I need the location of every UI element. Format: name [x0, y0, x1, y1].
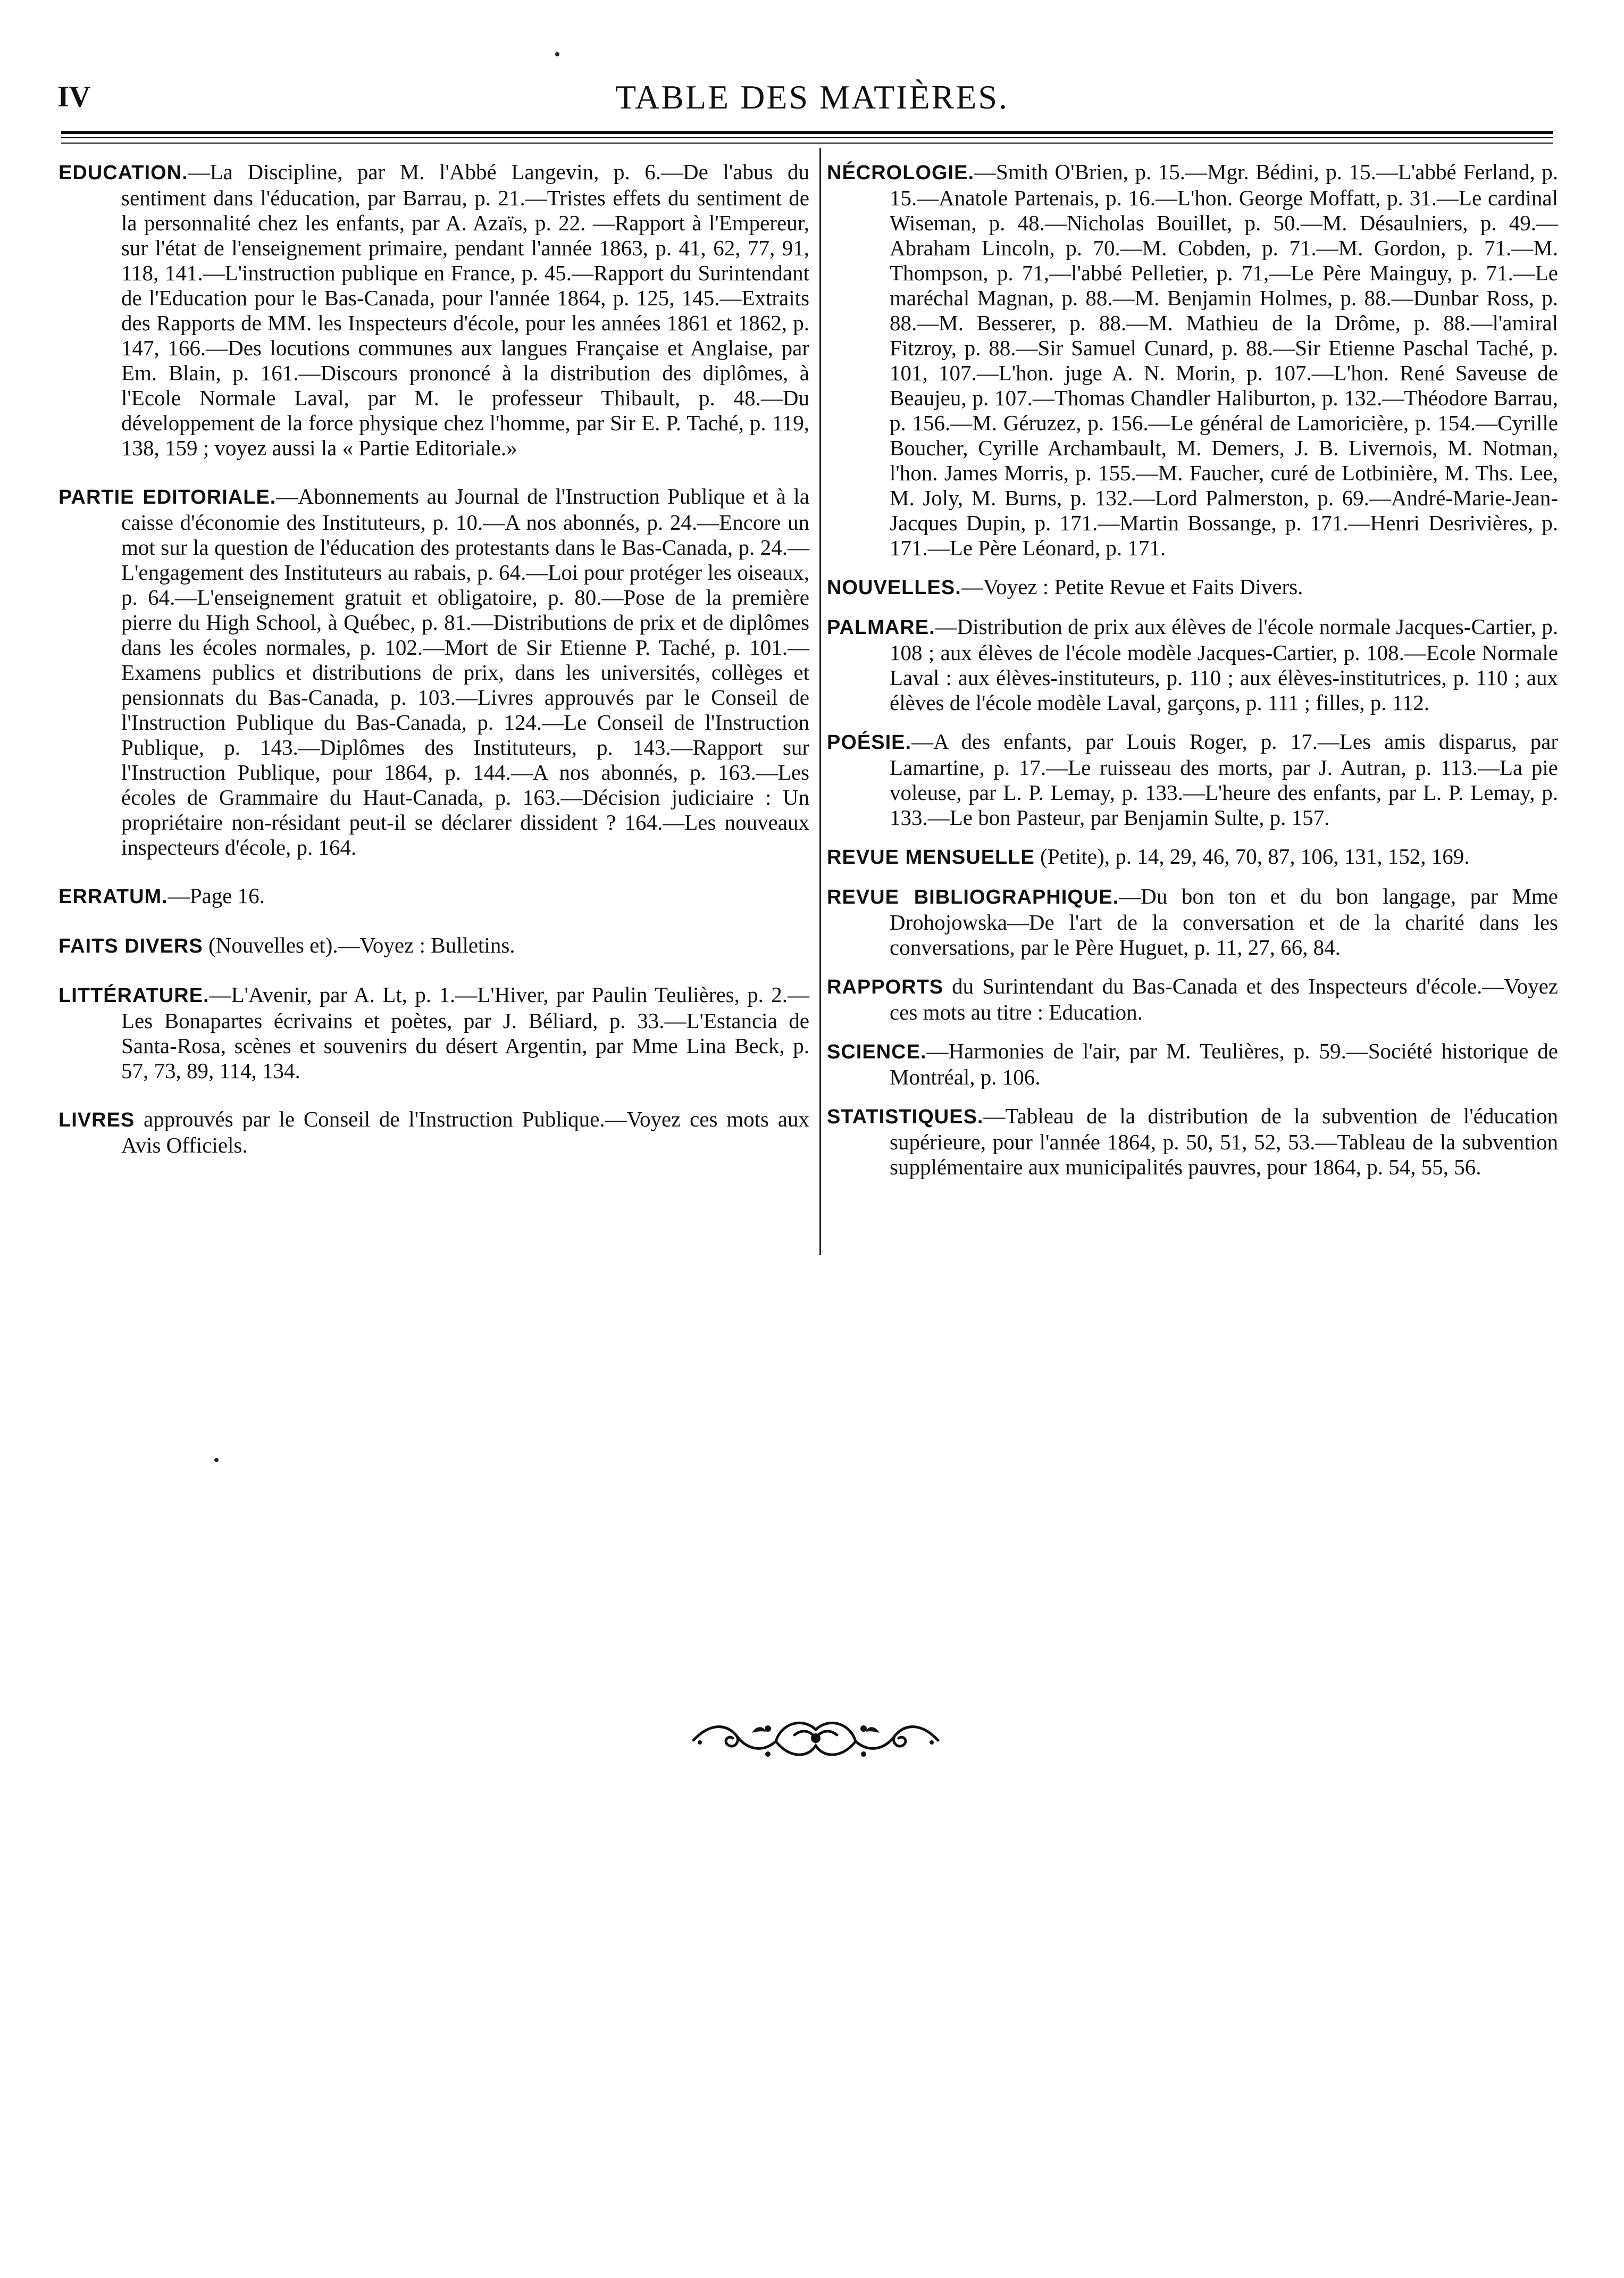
entry-heading: REVUE MENSUELLE	[827, 846, 1035, 869]
entry-heading: EDUCATION.	[58, 162, 188, 184]
entry-heading: FAITS DIVERS	[58, 935, 203, 957]
header-rule-thin-lower	[61, 143, 1553, 144]
entry-text: (Nouvelles et).—Voyez : Bulletins.	[203, 933, 515, 957]
page-number: IV	[57, 80, 91, 113]
entry-heading: REVUE BIBLIOGRAPHIQUE.	[827, 886, 1119, 908]
entry-text: —Harmonies de l'air, par M. Teulières, p. 59.—Société historique de Montréal, p. 106.	[890, 1039, 1558, 1089]
header-rule-thin	[61, 137, 1553, 138]
entry-heading: PALMARE.	[827, 616, 935, 639]
entry-text: (Petite), p. 14, 29, 46, 70, 87, 106, 131, 152, 169.	[1034, 844, 1470, 869]
entry-text: —Voyez : Petite Revue et Faits Divers.	[961, 574, 1303, 599]
entry-text: —La Discipline, par M. l'Abbé Langevin, p. 6.—De l'abus du sentiment dans l'éducation, par Barrau, p. 21.—Tristes effets du sentiment de la personnalité chez les enfants, par A. Azaïs, p. 22. —Rapport à l'Empereur, sur l'état de l'enseignement primaire, pendant l'année 1863, p. 41, 62, 77, 91, 118, 141.—L'instruction publique en France, p. 45.—Rapport du Surintendant de l'Education pour le Bas-Canada, pour l'année 1864, p. 125, 145.—Extraits des Rapports de MM. les Inspecteurs d'école, pour les années 1861 et 1862, p. 147, 166.—Des locutions communes aux langues Française et Anglaise, par Em. Blain, p. 161.—Discours prononcé à la distribution des diplômes, à l'Ecole Normale Laval, par M. le professeur Thibault, p. 48.—Du développement de la force physique chez l'homme, par Sir E. P. Taché, p. 119, 138, 159 ; voyez aussi la « Partie Editoriale.»	[121, 160, 809, 460]
page-title: TABLE DES MATIÈRES.	[615, 78, 1009, 116]
index-entry-statistiques	[827, 1104, 1558, 1180]
right-column	[827, 160, 1558, 1194]
entry-text: —Smith O'Brien, p. 15.—Mgr. Bédini, p. 15.—L'abbé Ferland, p. 15.—Anatole Partenais, p. 16.—L'hon. George Moffatt, p. 31.—Le cardinal Wiseman, p. 48.—Nicholas Bouillet, p. 50.—M. Désaulniers, p. 49.—Abraham Lincoln, p. 70.—M. Cobden, p. 71.—M. Gordon, p. 71.—M. Thompson, p. 71,—l'abbé Pelletier, p. 71,—Le Père Mainguy, p. 71.—Le maréchal Magnan, p. 88.—M. Benjamin Holmes, p. 88.—Dunbar Ross, p. 88.—M. Besserer, p. 88.—M. Mathieu de la Drôme, p. 88.—l'amiral Fitzroy, p. 88.—Sir Samuel Cunard, p. 88.—Sir Etienne Paschal Taché, p. 101, 107.—L'hon. juge A. N. Morin, p. 107.—L'hon. René Saveuse de Beaujeu, p. 107.—Thomas Chandler Haliburton, p. 132.—Théodore Barrau, p. 156.—M. Géruzez, p. 156.—Le général de Lamoricière, p. 154.—Cyrille Boucher, Cyrille Archambault, M. Demers, J. B. Livernois, M. Notman, l'hon. James Morris, p. 155.—M. Faucher, curé de Lotbinière, M. Ths. Lee, M. Joly, M. Burns, p. 132.—Lord Palmerston, p. 69.—André-Marie-Jean-Jacques Dupin, p. 171.—Martin Bossange, p. 171.—Henri Desrivières, p. 171.—Le Père Léonard, p. 171.	[890, 160, 1558, 560]
entry-text: du Surintendant du Bas-Canada et des Inspecteurs d'école.—Voyez ces mots au titre : Education.	[890, 974, 1558, 1024]
entry-text: —Page 16.	[168, 883, 265, 908]
left-column	[58, 160, 809, 1181]
entry-heading: STATISTIQUES.	[827, 1106, 984, 1128]
header-rule-thick	[61, 131, 1553, 134]
entry-text: approuvés par le Conseil de l'Instruction Publique.—Voyez ces mots aux Avis Officiels.	[121, 1107, 809, 1157]
index-entry-litterature	[58, 982, 809, 1083]
entry-text: —Distribution de prix aux élèves de l'école normale Jacques-Cartier, p. 108 ; aux élèves de l'école modèle Jacques-Cartier, p. 108.—Ecole Normale Laval : aux élèves-instituteurs, p. 110 ; aux élèves-institutrices, p. 110 ; aux élèves de l'école modèle Laval, garçons, p. 111 ; filles, p. 112.	[890, 614, 1558, 715]
print-speck	[555, 52, 559, 56]
index-entry-erratum	[58, 883, 809, 909]
print-speck	[214, 1458, 219, 1462]
index-entry-necrologie	[827, 160, 1558, 561]
index-entry-education	[58, 160, 809, 461]
decorative-flourish-icon	[688, 1707, 943, 1766]
index-entry-palmare	[827, 614, 1558, 715]
entry-heading: PARTIE EDITORIALE.	[58, 486, 277, 508]
entry-heading: NÉCROLOGIE.	[827, 162, 975, 184]
index-entry-revue-mensuelle	[827, 844, 1558, 870]
entry-heading: POÉSIE.	[827, 731, 912, 754]
entry-heading: LITTÉRATURE.	[58, 984, 210, 1007]
entry-text: —Abonnements au Journal de l'Instruction Publique et à la caisse d'économie des Instituteurs, p. 10.—A nos abonnés, p. 24.—Encore un mot sur la question de l'éducation des protestants dans le Bas-Canada, p. 24.—L'engagement des Instituteurs au rabais, p. 64.—Loi pour protéger les oiseaux, p. 64.—L'enseignement gratuit et obligatoire, p. 80.—Pose de la première pierre du High School, à Québec, p. 81.—Distributions de prix et de diplômes dans les écoles normales, p. 102.—Mort de Sir Etienne P. Taché, p. 101.—Examens publics et distributions de prix, dans les universités, collèges et pensionnats du Bas-Canada, p. 103.—Livres approuvés par le Conseil de l'Instruction Publique du Bas-Canada, p. 124.—Le Conseil de l'Instruction Publique, p. 143.—Diplômes des Instituteurs, p. 143.—Rapport sur l'Instruction Publique, pour 1864, p. 144.—A nos abonnés, p. 163.—Les écoles de Grammaire du Haut-Canada, p. 163.—Décision judiciaire : Un propriétaire non-résidant peut-il se déclarer dissident ? 164.—Les nouveaux inspecteurs d'école, p. 164.	[121, 484, 810, 860]
entry-text: —Tableau de la distribution de la subvention de l'éducation supérieure, pour l'année 1864, p. 50, 51, 52, 53.—Tableau de la subvention supplémentaire aux municipalités pauvres, pour 1864, p. 54, 55, 56.	[890, 1104, 1558, 1179]
index-entry-livres	[58, 1107, 809, 1158]
index-entry-revue-bibliographique	[827, 884, 1558, 960]
index-entry-rapports	[827, 974, 1558, 1025]
entry-heading: LIVRES	[58, 1109, 135, 1131]
entry-heading: ERRATUM.	[58, 886, 168, 908]
index-entry-faits-divers	[58, 933, 809, 959]
entry-text: —A des enfants, par Louis Roger, p. 17.—Les amis disparus, par Lamartine, p. 17.—Le ruisseau des morts, par J. Autran, p. 113.—La pie voleuse, par L. P. Lemay, p. 133.—L'heure des enfants, par L. P. Lemay, p. 133.—Le bon Pasteur, par Benjamin Sulte, p. 157.	[890, 729, 1558, 830]
index-entry-partie-editoriale	[58, 484, 809, 860]
entry-text: —L'Avenir, par A. Lt, p. 1.—L'Hiver, par Paulin Teulières, p. 2.—Les Bonapartes écrivains et poètes, par J. Béliard, p. 33.—L'Estancia de Santa-Rosa, scènes et souvenirs du désert Argentin, par Mme Lina Beck, p. 57, 73, 89, 114, 134.	[121, 982, 809, 1083]
entry-heading: NOUVELLES.	[827, 577, 961, 599]
index-entry-poesie	[827, 729, 1558, 830]
entry-text: —Du bon ton et du bon langage, par Mme Drohojowska—De l'art de la conversation et de la charité dans les conversations, par le Père Huguet, p. 11, 27, 66, 84.	[890, 884, 1558, 959]
entry-heading: RAPPORTS	[827, 976, 944, 998]
entry-heading: SCIENCE.	[827, 1041, 927, 1063]
index-entry-science	[827, 1039, 1558, 1090]
column-divider	[819, 148, 821, 1255]
index-entry-nouvelles	[827, 574, 1558, 600]
